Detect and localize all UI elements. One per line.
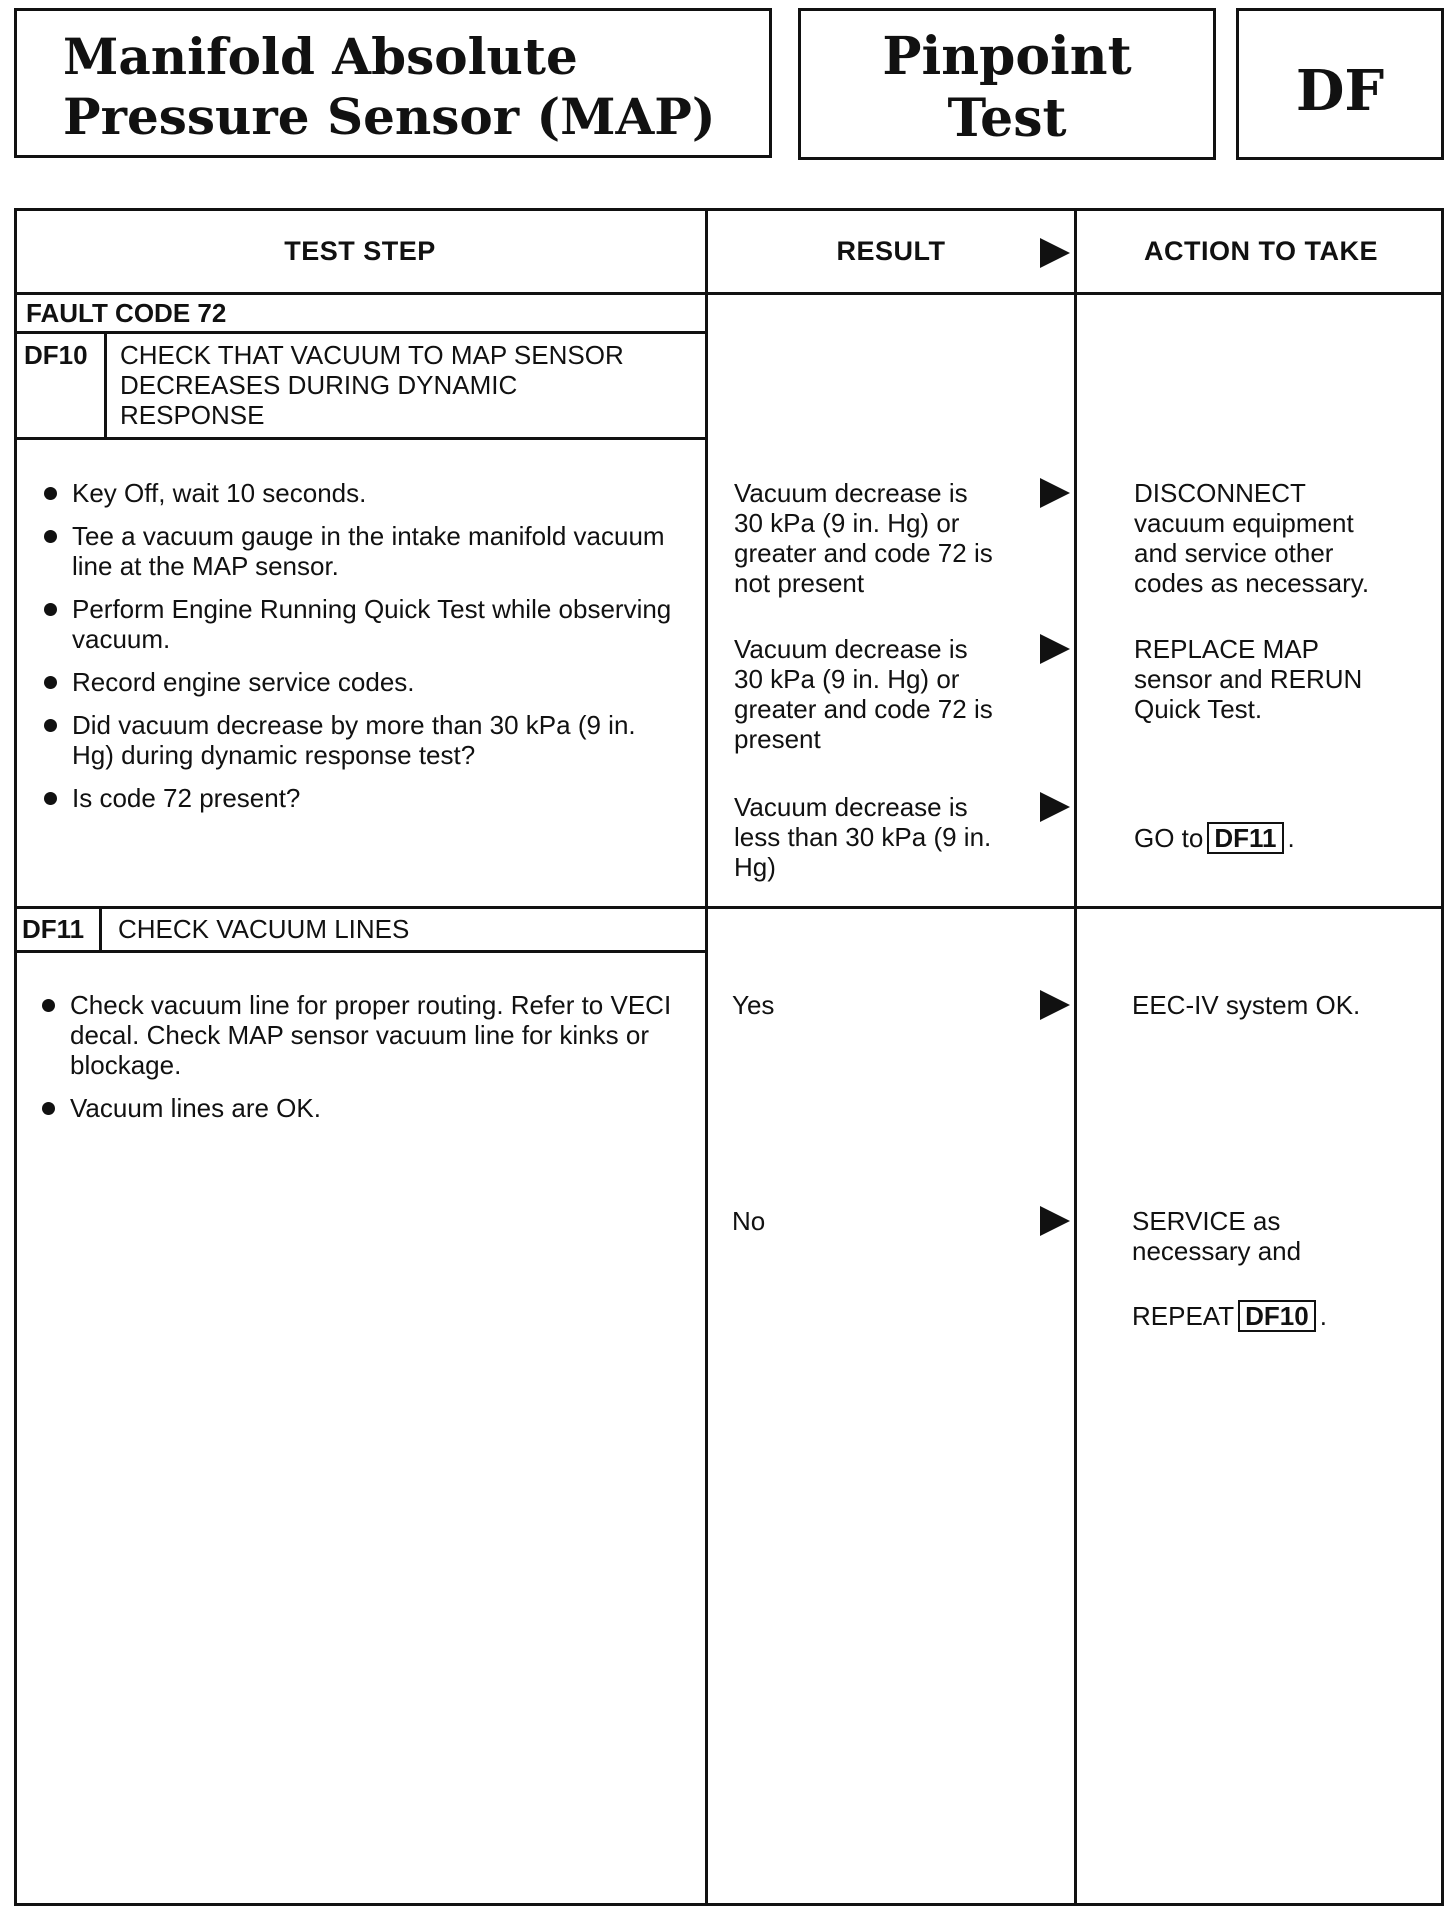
df10-reference[interactable]: DF10: [1238, 1300, 1316, 1332]
result-arrow-icon: [1040, 634, 1070, 664]
df10-result-2: Vacuum decrease is 30 kPa (9 in. Hg) or greater and code 72 is present: [734, 634, 993, 754]
df11-action-no: SERVICE as necessary and: [1132, 1206, 1302, 1266]
column-header-test-step: TEST STEP: [284, 236, 436, 266]
code-box: [1236, 8, 1444, 160]
df10-action-3: GO to DF11 .: [1134, 823, 1295, 853]
df11-action-yes: EEC-IV system OK.: [1132, 990, 1361, 1020]
df11-id-divider: [99, 906, 102, 952]
bullet-icon: [44, 487, 57, 500]
page-title-line2: Pressure Sensor (MAP): [63, 87, 716, 146]
df10-action-1: DISCONNECT vacuum equipment and service other codes as necessary.: [1134, 478, 1370, 598]
df11-step-item: Check vacuum line for proper routing. Refer to VECI decal. Check MAP sensor vacuum line for kinks or blockage.: [42, 990, 682, 1080]
bullet-icon: [44, 719, 57, 732]
df11-result-yes: Yes: [732, 990, 775, 1020]
df10-step-title: CHECK THAT VACUUM TO MAP SENSOR DECREASES DURING DYNAMIC RESPONSE: [120, 340, 624, 430]
bullet-icon: [44, 792, 57, 805]
test-label: Test: [947, 88, 1067, 149]
pinpoint-box: [798, 8, 1216, 160]
section-code: DF: [1295, 58, 1385, 124]
bullet-icon: [42, 1102, 55, 1115]
fault-code-rule: [14, 331, 706, 334]
df11-step-id: DF11: [22, 914, 85, 944]
df11-step-item: Vacuum lines are OK.: [42, 1093, 682, 1123]
column-header-action: ACTION TO TAKE: [1144, 236, 1378, 266]
bullet-icon: [44, 676, 57, 689]
df11-step-title: CHECK VACUUM LINES: [118, 914, 410, 944]
df11-reference[interactable]: DF11: [1207, 822, 1283, 854]
page-title-line1: Manifold Absolute: [63, 27, 578, 86]
df11-step-list: [42, 990, 682, 1136]
df10-step-item: Tee a vacuum gauge in the intake manifold vacuum line at the MAP sensor.: [44, 521, 684, 581]
df11-title-rule: [14, 950, 706, 953]
bullet-icon: [44, 603, 57, 616]
df11-action-no-repeat: REPEAT DF10 .: [1132, 1301, 1327, 1331]
df10-title-rule: [14, 437, 706, 440]
result-arrow-icon: [1040, 792, 1070, 822]
column-divider-1: [705, 208, 708, 1906]
df10-result-3: Vacuum decrease is less than 30 kPa (9 in. Hg): [734, 792, 992, 882]
df11-rule: [14, 906, 1444, 909]
result-arrow-icon: [1040, 1206, 1070, 1236]
pinpoint-label: Pinpoint: [882, 26, 1132, 87]
df11-result-no: No: [732, 1206, 766, 1236]
df10-result-1: Vacuum decrease is 30 kPa (9 in. Hg) or greater and code 72 is not present: [734, 478, 993, 598]
df10-action-2: REPLACE MAP sensor and RERUN Quick Test.: [1134, 634, 1363, 724]
result-arrow-icon: [1040, 238, 1070, 268]
df10-step-item: Key Off, wait 10 seconds.: [44, 478, 684, 508]
df10-step-list: [44, 478, 684, 826]
df10-step-item: Record engine service codes.: [44, 667, 684, 697]
result-arrow-icon: [1040, 478, 1070, 508]
df10-step-item: Perform Engine Running Quick Test while observing vacuum.: [44, 594, 684, 654]
title-box: [14, 8, 772, 158]
column-header-result: RESULT: [836, 236, 946, 266]
result-arrow-icon: [1040, 990, 1070, 1020]
header-rule: [14, 292, 1444, 295]
df10-step-id: DF10: [24, 340, 88, 370]
fault-code-label: FAULT CODE 72: [26, 298, 227, 328]
df10-step-item: Did vacuum decrease by more than 30 kPa (9 in. Hg) during dynamic response test?: [44, 710, 684, 770]
column-divider-2: [1074, 208, 1077, 1906]
bullet-icon: [44, 530, 57, 543]
bullet-icon: [42, 999, 55, 1012]
df10-id-divider: [104, 331, 107, 439]
df10-step-item: Is code 72 present?: [44, 783, 684, 813]
